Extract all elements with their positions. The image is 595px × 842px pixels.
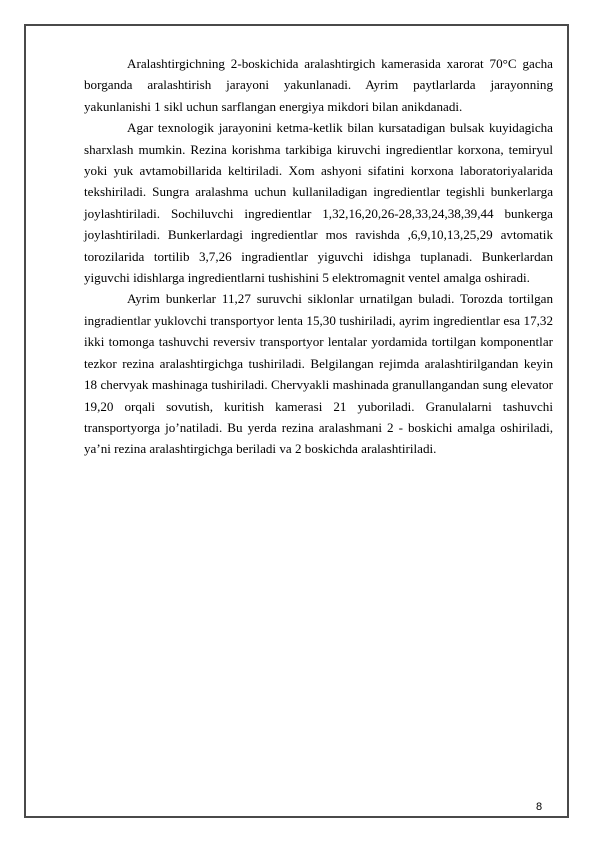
document-body [84, 53, 553, 460]
page-number: 8 [536, 801, 543, 813]
paragraph-3: Ayrim bunkerlar 11,27 suruvchi siklonlar urnatilgan buladi. Torozda tortilgan ingradientlar yuklovchi transportyor lenta 15,30 tushiriladi, ayrim ingredientlar esa 17,32 ikki tomonga tashuvchi reversiv transportyor lentalar yordamida tortilgan komponentlar tezkor rezina aralashtirgichga tushiriladi. Belgilangan rejimda aralashtirilgandan keyin 18 chervyak mashinaga tushiriladi. Chervyakli mashinada granullangandan sung elevator 19,20 orqali sovutish, kuritish kamerasi 21 yuboriladi. Granulalarni tashuvchi transportyorga jo’natiladi. Bu yerda rezina aralashmani 2 - boskichi amalga oshiriladi, ya’ni rezina aralashtirgichga beriladi va 2 boskichda aralashtiriladi. [84, 291, 553, 457]
paragraph-1: Aralashtirgichning 2-boskichida aralashtirgich kamerasida xarorat 70°C gacha borganda aralashtirish jarayoni yakunlanadi. Ayrim paytlarlarda jarayonning yakunlanishi 1 sikl uchun sarflangan energiya mikdori bilan anikdanadi. [84, 56, 553, 114]
paragraph-2: Agar texnologik jarayonini ketma-ketlik bilan kursatadigan bulsak kuyidagicha sharxlash mumkin. Rezina korishma tarkibiga kiruvchi ingredientlar korxona, temiryul yoki yuk avtamobillarida keltiriladi. Xom ashyoni sifatini korxona laboratoriyalarida tekshiriladi. Sungra aralashma uchun kullaniladigan ingredientlar tegishli bunkerlarga joylashtiriladi. Sochiluvchi ingredientlar 1,32,16,20,26-28,33,24,38,39,44 bunkerga joylashtiriladi. Bunkerlardagi ingredientlar mos ravishda ,6,9,10,13,25,29 avtomatik torozilarida tortilib 3,7,26 ingradientlar yiguvchi idishga tuplanadi. Bunkerlardan yiguvchi idishlarga ingredientlarni tushishini 5 elektromagnit ventel amalga oshiradi. [84, 120, 553, 286]
